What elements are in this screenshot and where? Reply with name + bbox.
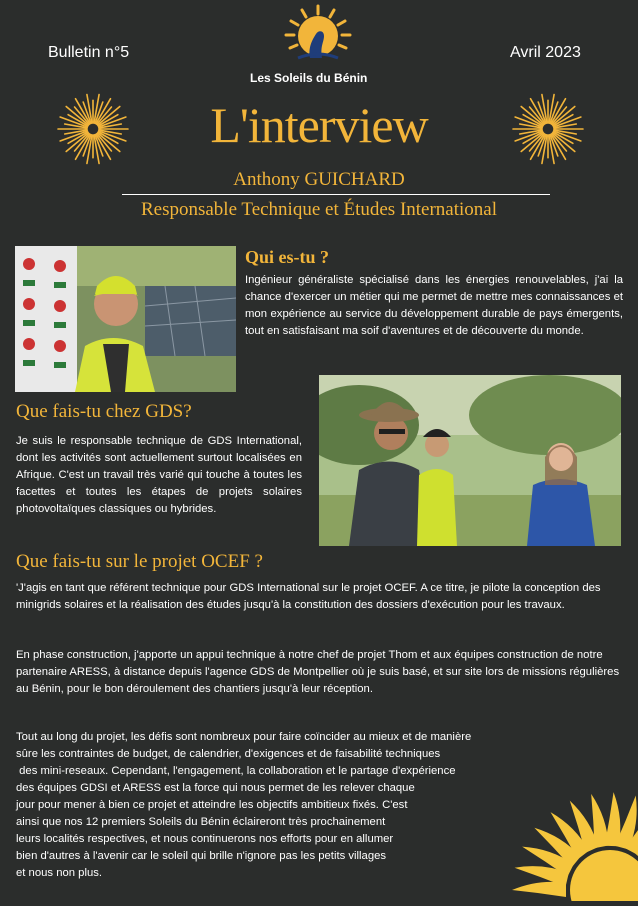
logo-text: Les Soleils du Bénin <box>250 71 368 85</box>
section-text-gds: Je suis le responsable technique de GDS International, dont les activités sont actuellement surtout localisées en Afrique. C'est un travail très varié qui touche à toutes les facettes et toutes les étapes de projets solaires photovoltaïques classiques ou hybrides. <box>16 435 302 515</box>
ocef-line: bien d'autres à l'avenir car le soleil qui brille n'ignore pas les petits villages <box>16 850 387 862</box>
sun-logo-icon <box>280 0 356 70</box>
interviewee-name: Anthony GUICHARD <box>233 169 405 190</box>
ocef-line: Tout au long du projet, les défis sont nombreux pour faire coïncider au mieux et de manière <box>16 731 472 743</box>
section-text-ocef-2: En phase construction, j'apporte un appui technique à notre chef de projet Thom et aux équipes construction de notre partenaire ARESS, à distance depuis l'agence GDS de Montpellier où je suis basé, et sur site lors de missions régulières au Bénin, pour le bon déroulement des chantiers jusqu'à leur réception. <box>16 649 620 695</box>
ocef-line: ainsi que nos 12 premiers Soleils du Bénin éclaireront très prochainement <box>16 816 386 828</box>
interviewee-role: Responsable Technique et Études International <box>140 199 498 220</box>
ocef-line: des équipes GDSI et ARESS est la force qui nous permet de les relever chaque <box>16 782 415 794</box>
portrait-photo <box>15 246 236 392</box>
page-title: L'interview <box>210 97 428 153</box>
section-title-ocef: Que fais-tu sur le projet OCEF ? <box>16 551 263 572</box>
section-title-gds: Que fais-tu chez GDS? <box>16 401 192 422</box>
ocef-line: des mini-reseaux. Cependant, l'engagement, la collaboration et le partage d'expérience <box>16 765 456 777</box>
ocef-line: et nous non plus. <box>16 867 103 879</box>
sun-corner-icon <box>500 790 638 901</box>
bulletin-number: Bulletin n°5 <box>48 44 130 61</box>
section-text-ocef-3 <box>16 729 576 882</box>
section-title-who: Qui es-tu ? <box>245 247 330 267</box>
site-team-photo <box>319 375 621 546</box>
divider <box>122 194 550 195</box>
section-text-who: Ingénieur généraliste spécialisé dans les énergies renouvelables, j'ai la chance d'exercer un métier qui me permet de mettre mes connaissances et mon expérience au service du développement durable de pays émergents, tout en satisfaisant ma soif d'aventures et de découverte du monde. <box>245 274 623 337</box>
ocef-line: jour pour mener à bien ce projet et atteindre les objectifs ambitieux fixés. C'est <box>16 799 408 811</box>
bulletin-date: Avril 2023 <box>510 44 581 61</box>
section-text-ocef-1: 'J'agis en tant que référent technique pour GDS International sur le projet OCEF. A ce titre, je pilote la conception des minigrids solaires et la réalisation des études jusqu'à la constitution des dossiers d'exécution pour les travaux. <box>16 582 601 611</box>
ocef-line: leurs localités respectives, et nous continuerons nos efforts pour en allumer <box>16 833 394 845</box>
ocef-line: sûre les contraintes de budget, de calendrier, d'exigences et de faisabilité techniques <box>16 748 441 760</box>
